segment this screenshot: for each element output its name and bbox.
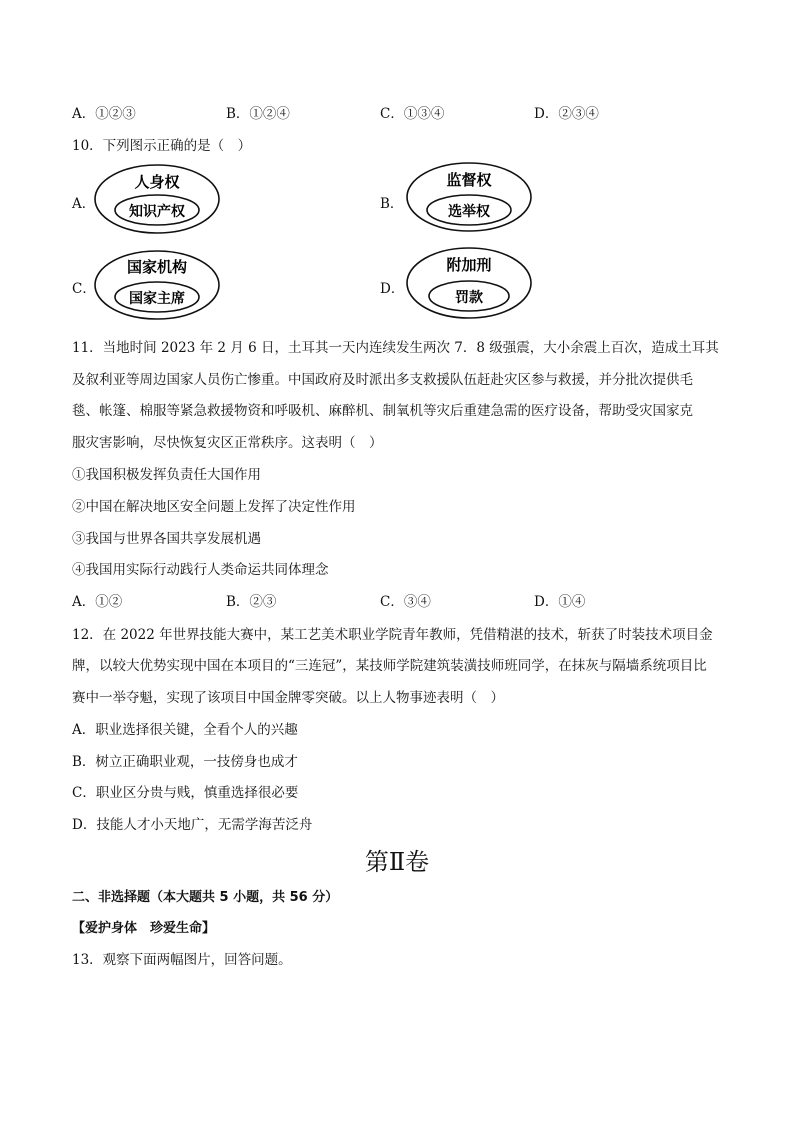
q9-option-b[interactable]: B．①②④ bbox=[226, 106, 290, 122]
q12-option-b[interactable]: B．树立正确职业观，一技傍身也成才 bbox=[72, 754, 298, 770]
q13-stem: 13．观察下面两幅图片，回答问题。 bbox=[72, 952, 292, 968]
q10-b-inner-label: 选举权 bbox=[448, 204, 490, 220]
q11-stem-line-3: 毯、帐篷、棉服等紧急救援物资和呼吸机、麻醉机、制氧机等灾后重建急需的医疗设备，帮助受灾国家克 bbox=[72, 403, 693, 419]
q11-statement-4: ④我国用实际行动践行人类命运共同体理念 bbox=[72, 562, 329, 578]
q11-stem-line-2: 及叙利亚等周边国家人员伤亡惨重。中国政府及时派出多支救援队伍赶赴灾区参与救援，并分批次提供毛 bbox=[72, 372, 693, 388]
q9-option-a[interactable]: A．①②③ bbox=[72, 106, 136, 122]
q12-stem-line-3: 赛中一举夺魁，实现了该项目中国金牌零突破。以上人物事迹表明（ ） bbox=[72, 690, 504, 706]
q9-option-c[interactable]: C．①③④ bbox=[380, 106, 445, 122]
q10-option-a-diagram[interactable] bbox=[92, 162, 222, 240]
q10-c-inner-label: 国家主席 bbox=[129, 291, 185, 307]
q10-option-c-letter: C． bbox=[72, 281, 96, 297]
q11-option-a[interactable]: A．①② bbox=[72, 594, 123, 610]
q12-stem-line-1: 12．在 2022 年世界技能大赛中，某工艺美术职业学院青年教师，凭借精湛的技术，斩获了时装技术项目金 bbox=[72, 627, 713, 643]
q9-options bbox=[72, 102, 692, 122]
q10-c-outer-label: 国家机构 bbox=[126, 258, 188, 276]
q10-stem: 10．下列图示正确的是（ ） bbox=[72, 138, 252, 154]
part2-theme: 【爱护身体 珍爱生命】 bbox=[72, 921, 216, 936]
q10-option-a-letter: A． bbox=[72, 196, 96, 212]
q10-b-outer-label: 监督权 bbox=[446, 171, 492, 189]
q11-statement-1: ①我国积极发挥负责任大国作用 bbox=[72, 467, 261, 483]
q10-option-d-letter: D． bbox=[380, 281, 405, 297]
q12-option-a[interactable]: A．职业选择很关键，全看个人的兴趣 bbox=[72, 722, 298, 738]
q12-option-d[interactable]: D．技能人才小天地广，无需学海苦泛舟 bbox=[72, 817, 313, 833]
q10-d-outer-label: 附加刑 bbox=[446, 256, 492, 274]
q10-option-d-diagram[interactable] bbox=[404, 245, 534, 325]
q12-option-c[interactable]: C．职业区分贵与贱，慎重选择很必要 bbox=[72, 785, 299, 801]
q11-option-c[interactable]: C．③④ bbox=[380, 594, 431, 610]
q10-a-inner-label: 知识产权 bbox=[129, 204, 185, 220]
q11-option-d[interactable]: D．①④ bbox=[534, 594, 586, 610]
q10-option-c-diagram[interactable] bbox=[92, 248, 222, 326]
q9-option-d[interactable]: D．②③④ bbox=[534, 106, 599, 122]
q10-option-b-letter: B． bbox=[380, 196, 404, 212]
q11-stem-line-1: 11．当地时间 2023 年 2 月 6 日，土耳其一天内连续发生两次 7．8 级强震，大小余震上百次，造成土耳其 bbox=[72, 340, 719, 356]
q12-stem-line-2: 牌，以较大优势实现中国在本项目的“三连冠”，某技师学院建筑装潢技师班同学，在抹灰与隔墙系统项目比 bbox=[72, 658, 707, 674]
q10-a-outer-label: 人身权 bbox=[134, 173, 180, 191]
part2-section-heading: 二、非选择题（本大题共 5 小题，共 56 分） bbox=[72, 890, 339, 905]
q11-stem-line-4: 服灾害影响，尽快恢复灾区正常秩序。这表明（ ） bbox=[72, 435, 383, 451]
q11-statement-3: ③我国与世界各国共享发展机遇 bbox=[72, 531, 261, 547]
q10-option-b-diagram[interactable] bbox=[404, 160, 534, 238]
part2-title: 第Ⅱ卷 bbox=[364, 848, 430, 876]
q11-statement-2: ②中国在解决地区安全问题上发挥了决定性作用 bbox=[72, 499, 356, 515]
q11-options bbox=[72, 590, 692, 610]
q11-option-b[interactable]: B．②③ bbox=[226, 594, 277, 610]
q10-d-inner-label: 罚款 bbox=[455, 290, 483, 306]
